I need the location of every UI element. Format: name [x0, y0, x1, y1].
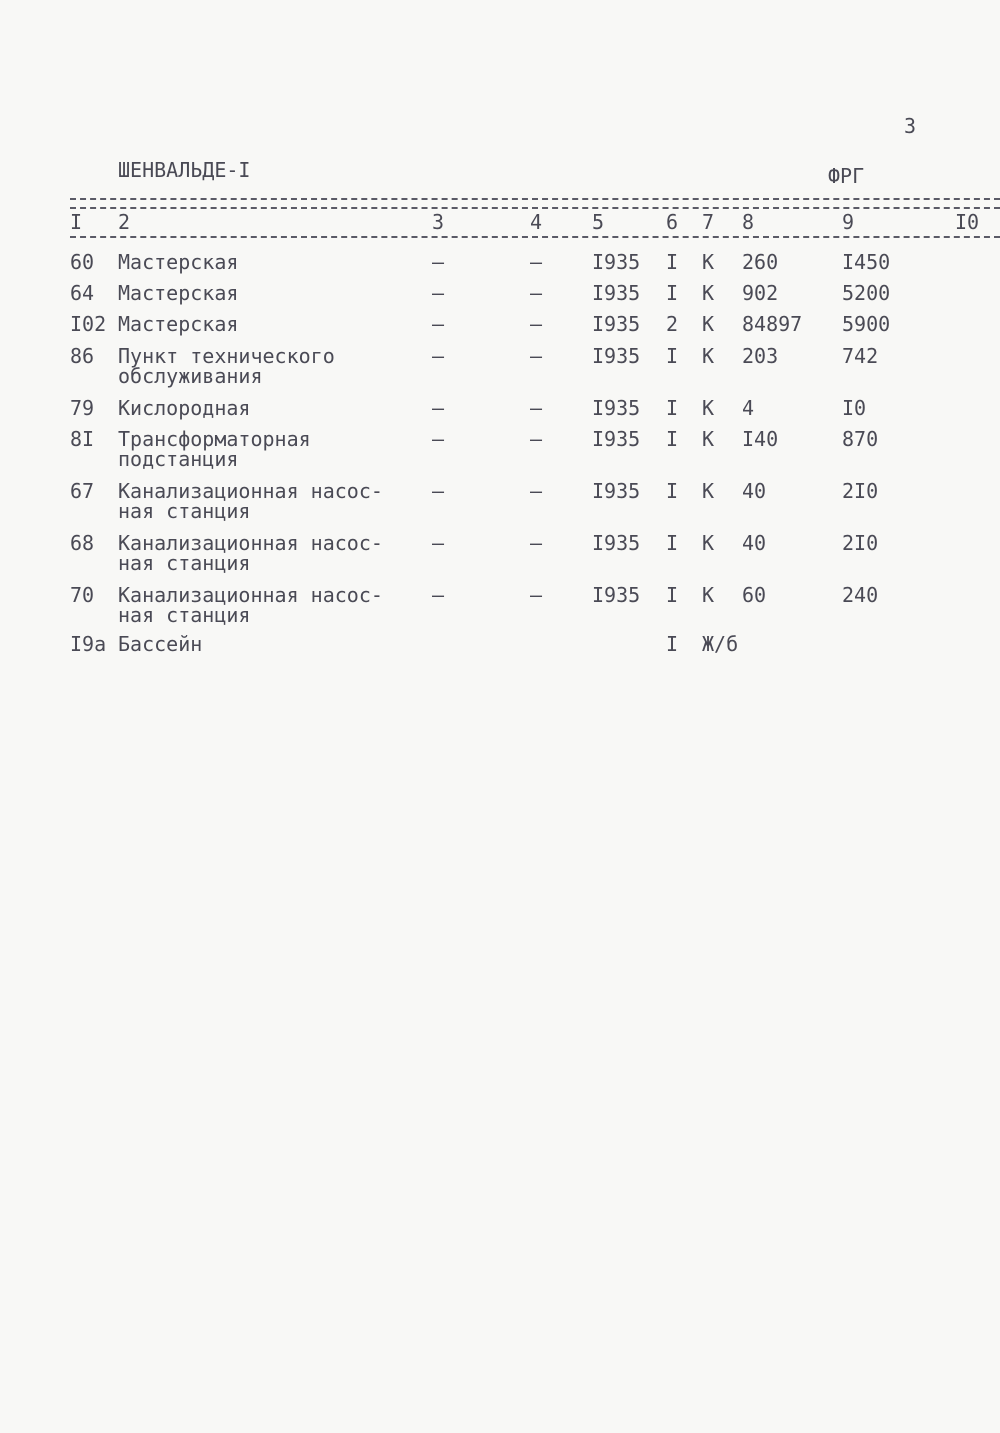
page-number: 3 — [904, 114, 917, 138]
column-header-6: 6 — [666, 210, 679, 234]
row-name-line-1: Мастерская — [118, 250, 239, 274]
row-name-line-2: ная станция — [118, 499, 251, 523]
row-col-9: 240 — [842, 583, 879, 607]
row-col-6: I — [666, 281, 679, 305]
row-col-6: I — [666, 427, 679, 451]
row-col-7: К — [702, 281, 715, 305]
row-col-4: – — [530, 344, 543, 368]
row-col-4: – — [530, 312, 543, 336]
row-col-6: I — [666, 344, 679, 368]
column-header-7: 7 — [702, 210, 715, 234]
row-col-3: – — [432, 531, 445, 555]
row-number: I9а — [70, 632, 107, 656]
row-col-9: 5200 — [842, 281, 891, 305]
row-col-7: Ж/б — [702, 632, 739, 656]
row-col-6: I — [666, 632, 679, 656]
row-number: 60 — [70, 250, 95, 274]
column-header-3: 3 — [432, 210, 445, 234]
row-number: 8I — [70, 427, 95, 451]
row-col-6: I — [666, 479, 679, 503]
row-col-3: – — [432, 344, 445, 368]
row-col-3: – — [432, 250, 445, 274]
column-header-5: 5 — [592, 210, 605, 234]
row-col-9: I0 — [842, 396, 867, 420]
country-label: ФРГ — [828, 164, 865, 188]
row-col-4: – — [530, 479, 543, 503]
row-col-7: К — [702, 312, 715, 336]
row-name-line-1: Пункт технического — [118, 344, 335, 368]
row-name — [118, 283, 238, 303]
row-col-5: I935 — [592, 344, 641, 368]
row-col-9: 2I0 — [842, 531, 879, 555]
row-col-6: I — [666, 250, 679, 274]
row-number: I02 — [70, 312, 107, 336]
row-col-8: 60 — [742, 583, 767, 607]
row-name — [118, 481, 383, 521]
row-col-9: 870 — [842, 427, 879, 451]
row-col-4: – — [530, 281, 543, 305]
row-col-7: К — [702, 344, 715, 368]
row-name-line-2: ная станция — [118, 603, 251, 627]
row-col-5: I935 — [592, 250, 641, 274]
row-col-6: I — [666, 531, 679, 555]
row-col-4: – — [530, 250, 543, 274]
row-number: 79 — [70, 396, 95, 420]
row-col-5: I935 — [592, 531, 641, 555]
row-col-8: 84897 — [742, 312, 803, 336]
row-col-8: 4 — [742, 396, 755, 420]
row-col-3: – — [432, 312, 445, 336]
row-name-line-1: Трансформаторная — [118, 427, 311, 451]
row-col-3: – — [432, 479, 445, 503]
row-col-6: 2 — [666, 312, 679, 336]
row-col-7: К — [702, 250, 715, 274]
row-name-line-1: Кислородная — [118, 396, 251, 420]
column-header-8: 8 — [742, 210, 755, 234]
header-rule-top — [70, 198, 1000, 200]
row-col-3: – — [432, 427, 445, 451]
column-header-9: 9 — [842, 210, 855, 234]
row-col-7: К — [702, 479, 715, 503]
column-header-1: I — [70, 210, 83, 234]
row-col-8: 40 — [742, 479, 767, 503]
row-name-line-2: обслуживания — [118, 364, 263, 388]
row-col-8: 203 — [742, 344, 779, 368]
row-name — [118, 585, 383, 625]
row-name — [118, 429, 311, 469]
row-name — [118, 634, 202, 654]
row-col-5: I935 — [592, 396, 641, 420]
row-col-4: – — [530, 531, 543, 555]
row-number: 86 — [70, 344, 95, 368]
row-name — [118, 252, 238, 272]
row-number: 67 — [70, 479, 95, 503]
row-col-9: 5900 — [842, 312, 891, 336]
row-name — [118, 346, 335, 386]
column-header-10: I0 — [955, 210, 980, 234]
row-col-5: I935 — [592, 583, 641, 607]
row-name-line-1: Мастерская — [118, 312, 239, 336]
row-name-line-1: Мастерская — [118, 281, 239, 305]
row-col-5: I935 — [592, 312, 641, 336]
row-name-line-1: Канализационная насос- — [118, 583, 383, 607]
column-header-2: 2 — [118, 210, 131, 234]
row-col-4: – — [530, 396, 543, 420]
row-col-7: К — [702, 531, 715, 555]
row-name-line-1: Канализационная насос- — [118, 479, 383, 503]
row-name-line-2: подстанция — [118, 447, 239, 471]
row-col-3: – — [432, 281, 445, 305]
row-col-8: I40 — [742, 427, 779, 451]
column-header-4: 4 — [530, 210, 543, 234]
row-name — [118, 533, 383, 573]
row-col-3: – — [432, 396, 445, 420]
row-col-8: 260 — [742, 250, 779, 274]
row-col-8: 40 — [742, 531, 767, 555]
document-title: ШЕНВАЛЬДЕ-I — [118, 158, 251, 182]
row-col-7: К — [702, 396, 715, 420]
header-rule-bottom — [70, 236, 1000, 238]
row-col-8: 902 — [742, 281, 779, 305]
row-col-5: I935 — [592, 427, 641, 451]
row-col-7: К — [702, 583, 715, 607]
row-name-line-2: ная станция — [118, 551, 251, 575]
row-col-6: I — [666, 396, 679, 420]
row-col-3: – — [432, 583, 445, 607]
row-col-6: I — [666, 583, 679, 607]
row-col-9: 2I0 — [842, 479, 879, 503]
row-col-9: I450 — [842, 250, 891, 274]
row-name — [118, 398, 250, 418]
row-col-7: К — [702, 427, 715, 451]
row-name — [118, 314, 238, 334]
row-col-9: 742 — [842, 344, 879, 368]
row-name-line-1: Бассейн — [118, 632, 203, 656]
header-rule-top-2 — [70, 207, 1000, 209]
row-number: 64 — [70, 281, 95, 305]
row-number: 70 — [70, 583, 95, 607]
row-col-5: I935 — [592, 281, 641, 305]
row-col-5: I935 — [592, 479, 641, 503]
row-col-4: – — [530, 427, 543, 451]
row-col-4: – — [530, 583, 543, 607]
row-name-line-1: Канализационная насос- — [118, 531, 383, 555]
row-number: 68 — [70, 531, 95, 555]
